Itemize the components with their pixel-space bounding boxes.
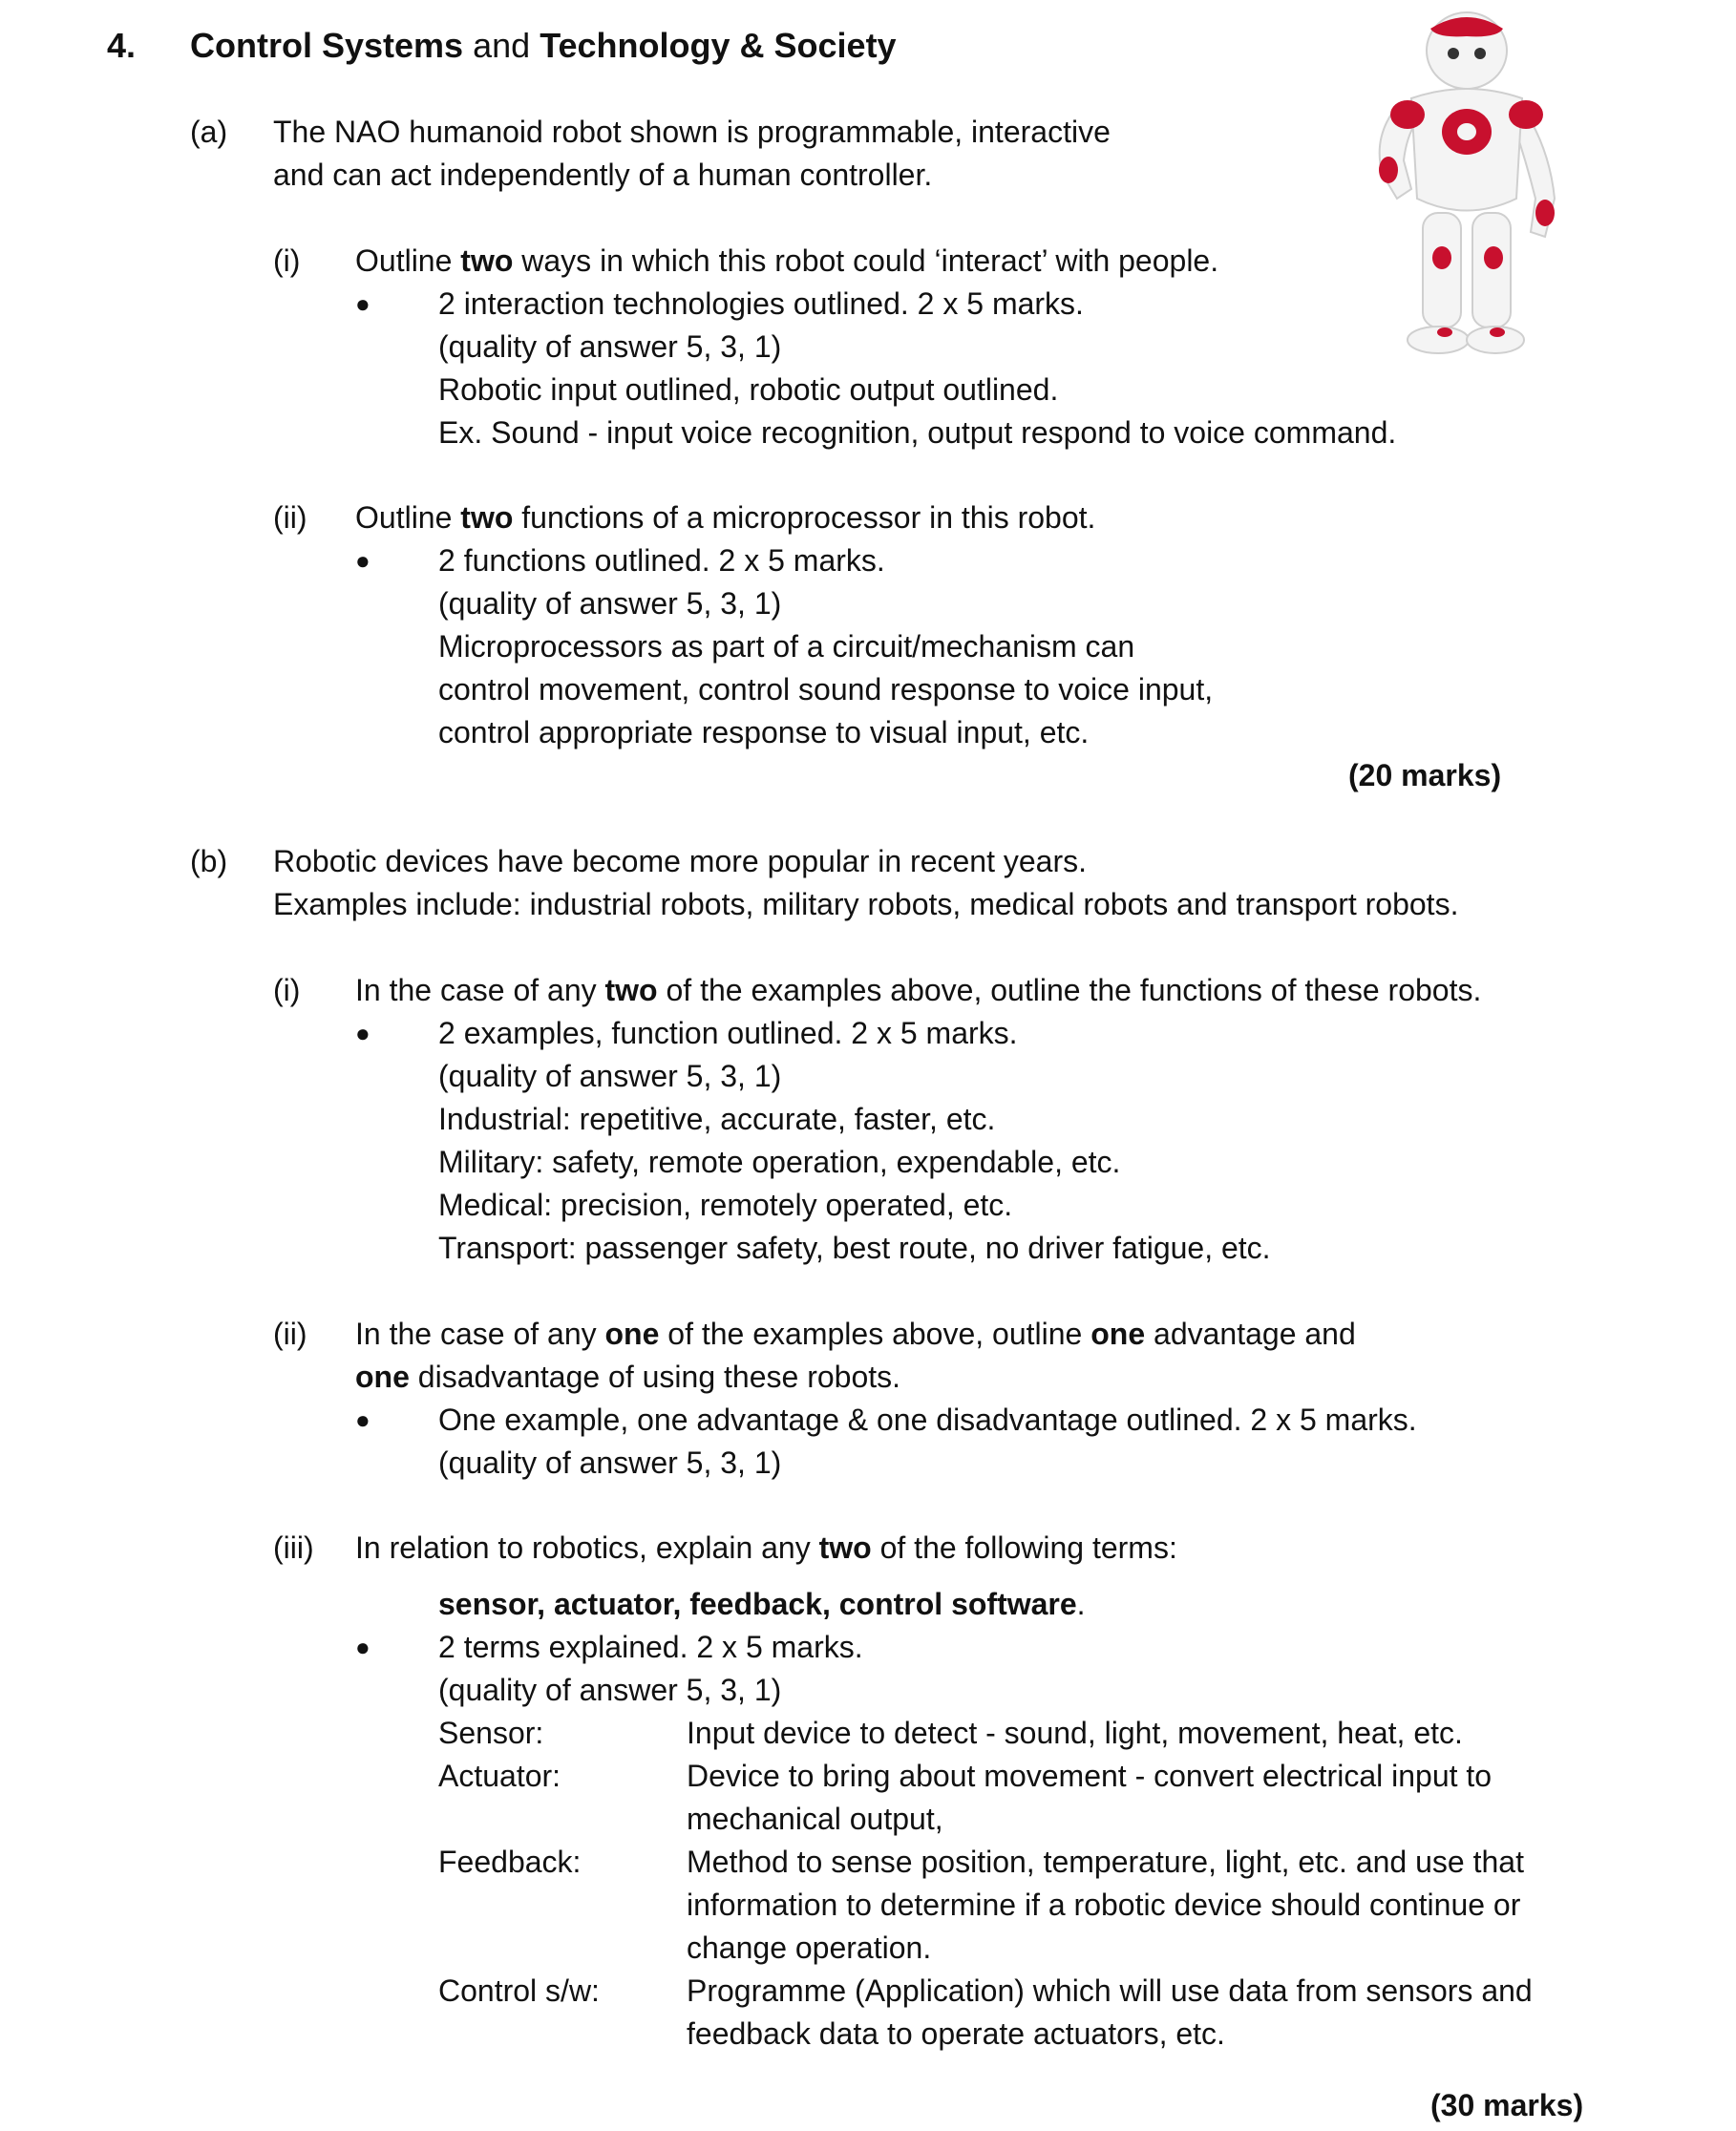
part-a-ii-question [355,498,1095,537]
bullet-icon: ● [355,546,370,575]
q-text: Outline [355,243,461,278]
part-b-label: (b) [190,844,228,878]
part-b-intro-line2: Examples include: industrial robots, military robots, medical robots and transport robots. [273,887,1459,921]
title-part2: Technology & Society [540,26,897,65]
q-text: ways in which this robot could ‘interact’ with people. [513,243,1219,278]
question-title [190,25,897,67]
answer-line: (quality of answer 5, 3, 1) [438,1059,782,1093]
part-b-iii-question [355,1529,1177,1567]
part-b-ii-label: (ii) [273,1317,307,1351]
q-text: of the examples above, outline [659,1317,1091,1351]
q-text: advantage and [1145,1317,1356,1351]
answer-line: Medical: precision, remotely operated, etc. [438,1188,1013,1222]
terms-bold: sensor, actuator, feedback, control software [438,1587,1077,1621]
answer-line: (quality of answer 5, 3, 1) [438,329,782,364]
definition-term: Actuator: [438,1759,561,1793]
answer-line: 2 terms explained. 2 x 5 marks. [438,1630,863,1664]
part-a-label: (a) [190,115,228,149]
definition-text: Input device to detect - sound, light, movement, heat, etc. [687,1716,1463,1750]
definition-text: change operation. [687,1931,932,1965]
answer-line: 2 functions outlined. 2 x 5 marks. [438,543,885,578]
definition-term: Feedback: [438,1845,582,1879]
terms-end: . [1076,1587,1086,1621]
answer-line: Transport: passenger safety, best route, no driver fatigue, etc. [438,1231,1271,1265]
part-b-iii-label: (iii) [273,1530,314,1565]
answer-line: control movement, control sound response to voice input, [438,672,1214,707]
terms-list [438,1585,1086,1623]
answer-line: Military: safety, remote operation, expendable, etc. [438,1145,1121,1179]
bullet-icon: ● [355,289,370,318]
part-b-marks: (30 marks) [1430,2088,1584,2122]
q-bold: two [604,973,658,1007]
part-b-i-label: (i) [273,973,301,1007]
answer-line: (quality of answer 5, 3, 1) [438,586,782,621]
answer-line: control appropriate response to visual input, etc. [438,715,1090,749]
definition-text: feedback data to operate actuators, etc. [687,2016,1225,2051]
q-text: disadvantage of using these robots. [409,1360,901,1394]
part-b-ii-question [355,1315,1356,1353]
definition-text: Method to sense position, temperature, light, etc. and use that [687,1845,1524,1879]
part-b-ii-question-line2 [355,1358,900,1396]
part-b-intro-line1: Robotic devices have become more popular in recent years. [273,844,1087,878]
definition-text: information to determine if a robotic device should continue or [687,1888,1521,1922]
q-text: In the case of any [355,973,605,1007]
definition-term: Sensor: [438,1716,544,1750]
q-text: functions of a microprocessor in this robot. [513,500,1096,535]
definition-text: mechanical output, [687,1802,943,1836]
part-b-i-question [355,971,1481,1009]
q-bold: one [1090,1317,1146,1351]
q-text: Outline [355,500,461,535]
answer-line: (quality of answer 5, 3, 1) [438,1673,782,1707]
definition-text: Programme (Application) which will use data from sensors and [687,1973,1533,2008]
part-a-intro-line1: The NAO humanoid robot shown is programmable, interactive [273,115,1111,149]
answer-line: One example, one advantage & one disadvantage outlined. 2 x 5 marks. [438,1403,1417,1437]
part-a-i-label: (i) [273,243,301,278]
definition-text: Device to bring about movement - convert electrical input to [687,1759,1493,1793]
answer-line: Ex. Sound - input voice recognition, output respond to voice command. [438,415,1397,450]
definition-term: Control s/w: [438,1973,600,2008]
part-a-i-question [355,242,1218,280]
part-a-ii-label: (ii) [273,500,307,535]
bullet-icon: ● [355,1019,370,1047]
q-text: In the case of any [355,1317,605,1351]
answer-line: Robotic input outlined, robotic output outlined. [438,372,1059,407]
q-text: of the following terms: [871,1530,1177,1565]
answer-line: (quality of answer 5, 3, 1) [438,1445,782,1480]
nao-robot-icon [1354,8,1574,370]
answer-line: Microprocessors as part of a circuit/mechanism can [438,629,1135,664]
part-a-marks: (20 marks) [1348,758,1502,792]
q-text: of the examples above, outline the functions of these robots. [657,973,1482,1007]
bullet-icon: ● [355,1405,370,1434]
q-bold: two [460,243,514,278]
q-bold: one [604,1317,660,1351]
answer-line: Industrial: repetitive, accurate, faster, etc. [438,1102,996,1136]
part-a-intro-line2: and can act independently of a human controller. [273,158,933,192]
answer-line: 2 interaction technologies outlined. 2 x 5 marks. [438,286,1084,321]
bullet-icon: ● [355,1633,370,1661]
q-text: In relation to robotics, explain any [355,1530,819,1565]
title-part1: Control Systems [190,26,464,65]
q-bold: two [460,500,514,535]
q-bold: one [355,1360,410,1394]
question-number: 4. [107,26,137,65]
answer-line: 2 examples, function outlined. 2 x 5 marks. [438,1016,1018,1050]
title-and: and [473,26,531,65]
q-bold: two [818,1530,872,1565]
